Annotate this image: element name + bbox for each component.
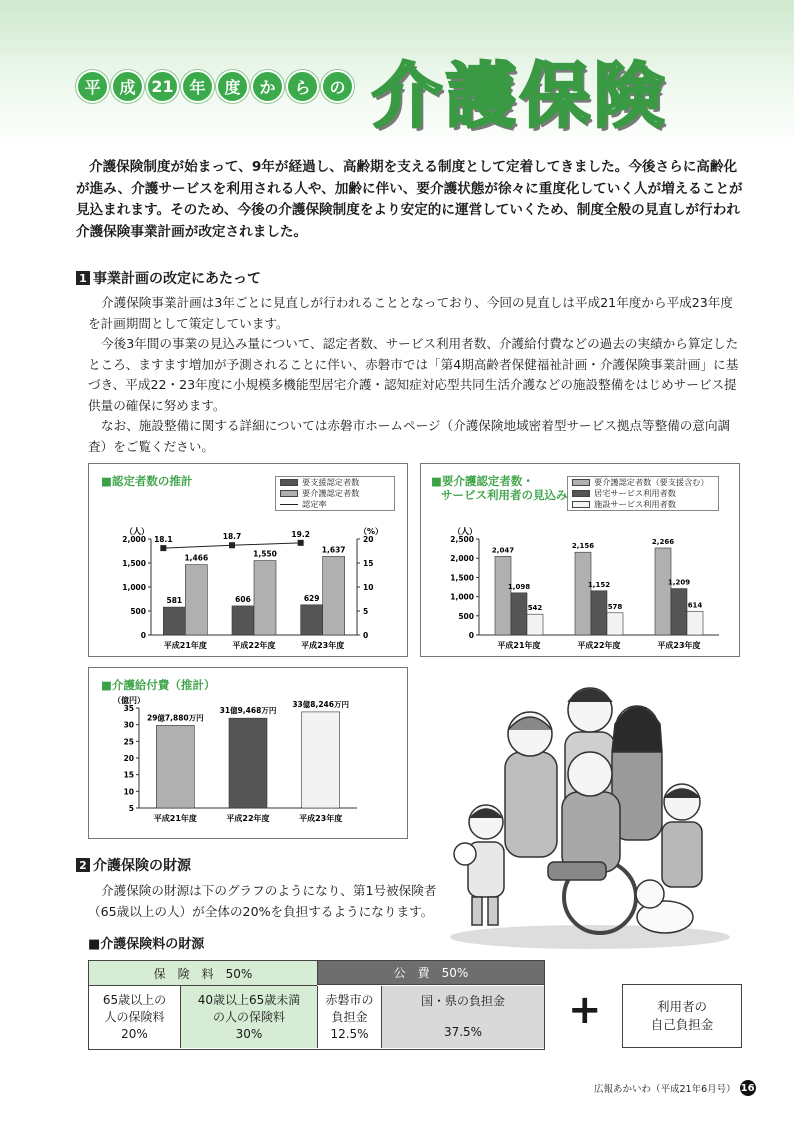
line-value-label: 18.7 (222, 532, 242, 542)
line-value-label: 18.1 (154, 535, 173, 545)
y-tick-label: 500 (130, 607, 146, 616)
title-char: 21 (146, 70, 179, 103)
bar (156, 725, 194, 808)
cell-line: 国・県の負担金 (420, 994, 505, 1008)
finance-table (88, 960, 545, 1050)
y-tick-label-right: 0 (363, 631, 369, 640)
cell-line: 負担金 (331, 1009, 368, 1024)
x-tick-label: 平成23年度 (301, 641, 345, 650)
y-tick-label: 1,000 (122, 583, 146, 592)
y-tick-label: 20 (123, 754, 134, 763)
legend-label: 要介護認定者数 (302, 488, 360, 498)
bar (575, 552, 591, 635)
y-tick-label: 2,500 (450, 535, 474, 544)
y-tick-label: 500 (458, 611, 474, 621)
x-tick-label: 平成22年度 (577, 641, 621, 650)
self-line: 利用者の (656, 999, 707, 1014)
y-tick-label: 35 (123, 704, 134, 713)
y-tick-label: 15 (123, 770, 134, 780)
line-marker (298, 540, 304, 546)
title-char: の (321, 70, 354, 103)
bar-value-label: 2,266 (651, 537, 675, 546)
bar (185, 565, 207, 635)
y-tick-label-right: 10 (363, 583, 374, 592)
legend-label: 居宅サービス利用者数 (594, 488, 676, 498)
section-title: 介護保険の財源 (93, 858, 191, 874)
footer-text: 広報あかいわ（平成21年6月号） (594, 1084, 736, 1095)
cell-pct: 12.5% (330, 1026, 369, 1041)
intro-paragraph: 介護保険制度が始まって、9年が経過し、高齢期を支える制度として定着してきました。今後さらに高齢化が進み、介護サービスを利用される人や、加齢に伴い、要介護状態が徐々に重度化していく人が増えることが見込まれます。そのため、今後の介護保険制度をより安定的に運営していくため、制度全般の見直しが行われ介護保険事業計画が改定されました。 (76, 159, 743, 240)
cell-line: の人の保険料 (212, 1009, 285, 1024)
line-marker (160, 545, 166, 551)
section-heading-1 (76, 268, 261, 288)
self-pay-box (622, 984, 742, 1048)
cell-pct: 30% (235, 1026, 263, 1041)
y-tick-label: 0 (468, 631, 474, 640)
y-tick-label: 0 (140, 631, 146, 640)
bar-value-label: 29億7,880万円 (146, 713, 204, 723)
x-tick-label: 平成21年度 (163, 641, 207, 650)
y-tick-label: 1,500 (122, 559, 146, 568)
bar-value-label: 542 (527, 604, 543, 613)
paragraph: なお、施設整備に関する詳細については赤磐市ホームページ（介護保険地域密着型サービス拠点等整備の意向調査）をご覧ください。 (88, 418, 731, 454)
y-tick-label: 25 (123, 737, 134, 747)
finance-cell (180, 986, 317, 1048)
bar (229, 718, 267, 808)
y-tick-label: 1,000 (450, 592, 474, 602)
x-tick-label: 平成21年度 (153, 814, 197, 823)
header-insurance: 保 険 料 50% (89, 961, 317, 986)
chart-certified (89, 464, 407, 656)
legend-label: 認定率 (302, 499, 327, 509)
bar-value-label: 629 (303, 593, 320, 603)
line-value-label: 19.2 (291, 529, 310, 539)
title-char: 度 (216, 70, 249, 103)
line-marker (229, 542, 235, 548)
chart-panel-benefit (88, 667, 408, 839)
cell-line: 40歳以上65歳未満 (197, 992, 301, 1007)
page-title: 介護保険 (372, 55, 668, 137)
cell-line: 赤磐市の (325, 992, 374, 1007)
bar (655, 548, 671, 635)
y-tick-label: 1,500 (450, 573, 474, 583)
bar-value-label: 1,550 (253, 549, 277, 559)
bar-value-label: 1,098 (507, 582, 531, 591)
bar (687, 611, 703, 635)
section-heading-2 (76, 855, 191, 875)
paragraph: 今後3年間の事業の見込み量について、認定者数、サービス利用者数、介護給付費などの過去の実績から算定したところ、ますます増加が予測されることに伴い、赤磐市では「第4期高齢者保健福祉計画・介護保険事業計画」に基づき、平成22・23年度に小規模多機能型居宅介護・認知症対応型共同生活介護などの施設整備をはじめサービス提供量の確保に努めます。 (88, 336, 739, 413)
cell-line: 65歳以上の (102, 992, 167, 1007)
bar (495, 556, 511, 635)
bar (254, 561, 276, 635)
bar (301, 605, 323, 635)
chart-panel-service (420, 463, 740, 657)
bar-value-label: 33億8,246万円 (292, 699, 350, 709)
legend-label: 要介護認定者数（要支援含む） (594, 477, 709, 487)
chart-title: ■認定者数の推計 (101, 474, 193, 488)
bar-value-label: 1,209 (667, 578, 691, 587)
y-tick-label-right: 5 (363, 607, 369, 616)
x-tick-label: 平成21年度 (497, 641, 541, 650)
x-tick-label: 平成22年度 (232, 641, 276, 650)
bar (232, 606, 254, 635)
bar (511, 593, 527, 635)
bar-value-label: 1,466 (184, 553, 209, 563)
bar-value-label: 2,047 (491, 546, 515, 555)
chart-benefit (89, 668, 407, 838)
y-tick-label: 2,000 (450, 554, 474, 564)
y-axis-label: （億円） (113, 696, 145, 705)
x-tick-label: 平成23年度 (657, 641, 701, 650)
cell-line: 人の保険料 (104, 1009, 165, 1024)
title-char: か (251, 70, 284, 103)
chart-title-line: ■要介護認定者数・ (431, 474, 534, 488)
x-tick-label: 平成22年度 (226, 814, 270, 823)
legend-label: 施設サービス利用者数 (594, 499, 676, 509)
y-axis-label: （人） (453, 527, 477, 536)
bar-value-label: 606 (235, 594, 251, 604)
bar-value-label: 578 (607, 602, 623, 611)
y-tick-label-right: 20 (363, 535, 374, 544)
y-tick-label: 5 (128, 804, 134, 813)
y-tick-label-right: 15 (363, 559, 374, 568)
title-char: 平 (76, 70, 109, 103)
bar (163, 607, 185, 635)
chart-title: ■介護給付費（推計） (101, 678, 216, 692)
paragraph: 介護保険事業計画は3年ごとに見直しが行われることとなっており、今回の見直しは平成21年度から平成23年度を計画期間として策定しています。 (88, 295, 733, 331)
y-axis-label-right: （%） (359, 527, 384, 536)
family-illustration (440, 672, 760, 952)
paragraph: 介護保険の財源は下のグラフのようになり、第1号被保険者（65歳以上の人）が全体の20%を負担するようになります。 (88, 883, 437, 919)
footer (594, 1080, 756, 1096)
section-number: 2 (76, 858, 90, 872)
finance-cell (317, 986, 381, 1048)
y-tick-label: 30 (123, 720, 134, 730)
page-number: 16 (740, 1080, 756, 1096)
section-number: 1 (76, 271, 90, 285)
self-line: 自己負担金 (650, 1017, 714, 1032)
bar-value-label: 1,152 (587, 580, 611, 589)
sub-heading: ■介護保険料の財源 (88, 937, 205, 952)
cell-pct: 20% (121, 1026, 148, 1041)
plus-sign: + (568, 987, 602, 1033)
header-public: 公 費 50% (317, 961, 544, 985)
bar-value-label: 1,637 (321, 545, 346, 555)
bar-value-label: 581 (166, 596, 183, 606)
bar (302, 712, 340, 808)
bar (591, 591, 607, 635)
bar (527, 614, 543, 635)
x-tick-label: 平成23年度 (299, 814, 343, 823)
finance-cell (89, 986, 180, 1048)
section-title: 事業計画の改定にあたって (93, 271, 261, 287)
title-char: ら (286, 70, 319, 103)
bar (671, 589, 687, 635)
title-char: 成 (111, 70, 144, 103)
chart-service (421, 464, 739, 656)
title-char: 年 (181, 70, 214, 103)
chart-panel-certified (88, 463, 408, 657)
bar (607, 613, 623, 635)
y-tick-label: 10 (123, 787, 134, 797)
cell-pct: 37.5% (443, 1025, 483, 1039)
bar-value-label: 614 (687, 601, 703, 610)
legend-label: 要支援認定者数 (302, 477, 360, 487)
y-tick-label: 2,000 (122, 535, 146, 544)
finance-cell (381, 986, 544, 1048)
bar-value-label: 31億9,468万円 (219, 706, 277, 716)
chart-title-line: サービス利用者の見込み (441, 488, 568, 502)
bar-value-label: 2,156 (571, 542, 595, 551)
y-axis-label: （人） (125, 527, 149, 536)
title-prefix (76, 66, 356, 106)
bar (323, 556, 345, 635)
